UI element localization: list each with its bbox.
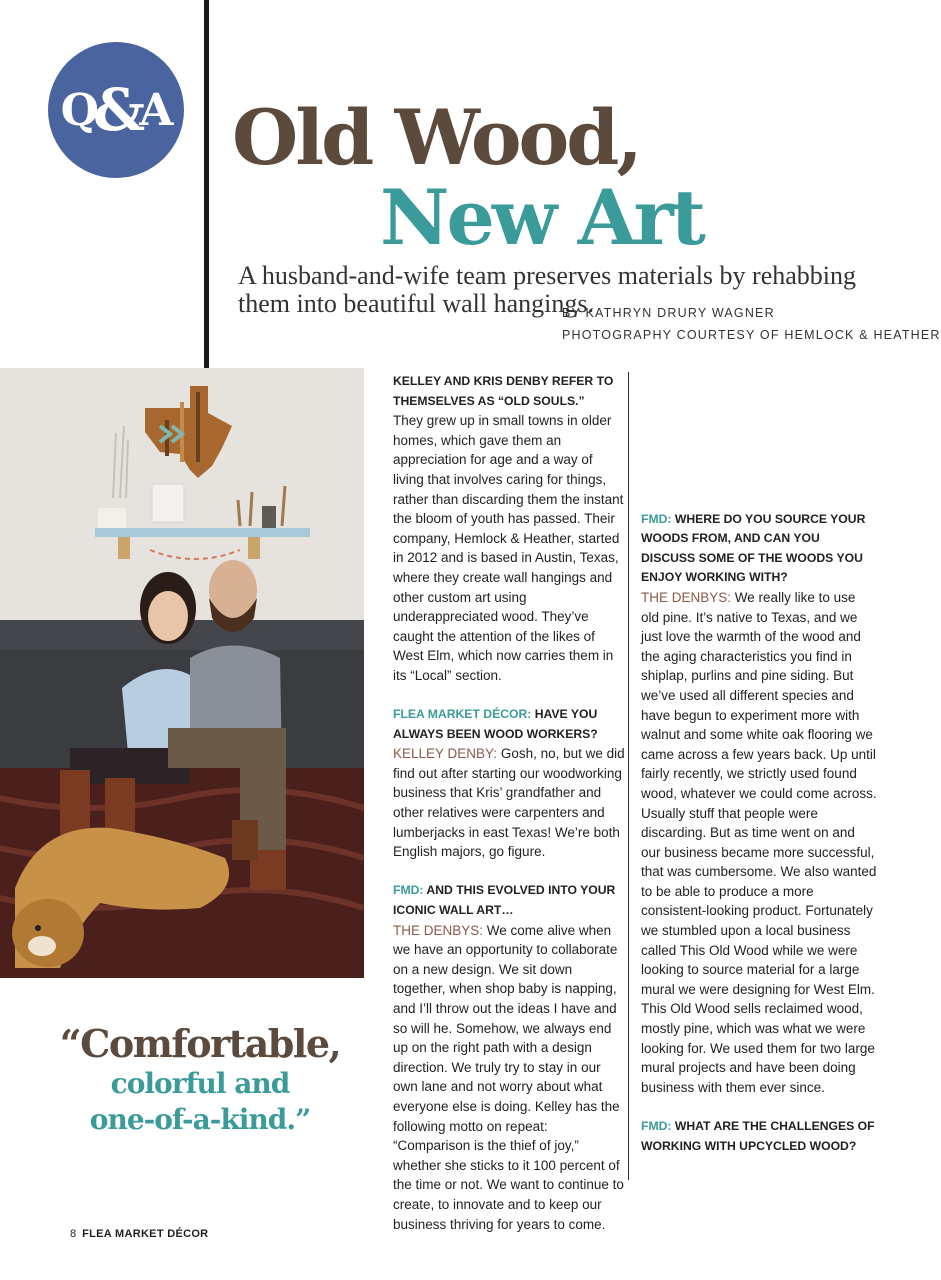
author-credit: BY KATHRYN DRURY WAGNER bbox=[562, 306, 775, 320]
question-2-text: AND THIS EVOLVED INTO YOUR ICONIC WALL ART… bbox=[393, 883, 616, 918]
answer-2 bbox=[393, 921, 625, 1235]
answer-1 bbox=[393, 744, 625, 862]
article-dek: A husband-and-wife team preserves materials by rehabbing them into beautiful wall hangings. bbox=[238, 261, 857, 318]
lead-in-caps: KELLEY AND KRIS DENBY REFER TO THEMSELVES AS “OLD SOULS.” bbox=[393, 374, 614, 408]
question-1-text: HAVE YOU ALWAYS BEEN WOOD WORKERS? bbox=[393, 707, 598, 741]
pull-quote-line-3: one-of-a-kind.” bbox=[89, 1103, 311, 1136]
answer-3-speaker: THE DENBYS: bbox=[641, 589, 732, 605]
body-column-1 bbox=[393, 372, 625, 1234]
question-3 bbox=[641, 510, 877, 588]
column-divider-line bbox=[628, 372, 629, 1180]
question-2-label: FMD: bbox=[393, 883, 424, 898]
couple-on-sofa-with-dog-photo bbox=[0, 368, 364, 978]
page-number: 8 bbox=[70, 1228, 77, 1240]
page-footer bbox=[70, 1228, 208, 1240]
answer-2-speaker: THE DENBYS: bbox=[393, 922, 484, 938]
answer-1-text: Gosh, no, but we did find out after starting our woodworking business that Kris’ grandfather and other relatives were carpenters and lumberjacks in east Texas! We’re both English majors, go figure. bbox=[393, 746, 625, 860]
headline-line-2: New Art bbox=[380, 173, 703, 262]
answer-2-text: We come alive when we have an opportunity to collaborate on a new design. We sit down together, when shop baby is napping, and I’ll throw out the ideas I have and so will he. Somehow, we always end up on the right path with a design direction. We truly try to stay in our own lane and not worry about what everyone else is doing. Kelley has the following motto on repeat: “Comparison is the thief of joy,” whether she sticks to it 100 percent of the time or not. We want to continue to create, to innovate and to keep our business thriving for years to come. bbox=[393, 922, 624, 1232]
answer-3 bbox=[641, 588, 877, 1097]
pull-quote-line-1: “Comfortable, bbox=[59, 1021, 341, 1066]
badge-q: Q bbox=[60, 84, 97, 136]
pull-quote bbox=[40, 1022, 360, 1138]
question-1 bbox=[393, 705, 625, 744]
header-divider-line bbox=[204, 0, 209, 368]
question-4-label: FMD: bbox=[641, 1119, 672, 1133]
magazine-name: FLEA MARKET DÉCOR bbox=[82, 1228, 209, 1240]
pull-quote-line-2: colorful and bbox=[110, 1067, 290, 1100]
badge-a: A bbox=[139, 84, 172, 136]
body-column-2 bbox=[641, 372, 877, 1156]
answer-1-speaker: KELLEY DENBY: bbox=[393, 746, 498, 762]
question-4-text: WHAT ARE THE CHALLENGES OF WORKING WITH UPCYCLED WOOD? bbox=[641, 1119, 875, 1153]
headline-line-1: Old Wood, bbox=[232, 93, 640, 182]
question-4 bbox=[641, 1117, 877, 1156]
question-2 bbox=[393, 881, 625, 920]
question-3-text: WHERE DO YOU SOURCE YOUR WOODS FROM, AND CAN YOU DISCUSS SOME OF THE WOODS YOU ENJOY WORKING WITH? bbox=[641, 511, 866, 585]
byline bbox=[562, 302, 941, 346]
question-1-label: FLEA MARKET DÉCOR: bbox=[393, 707, 532, 722]
intro-paragraph: They grew up in small towns in older homes, which gave them an appreciation for age and a way of living that involves caring for things, rather than discarding them the instant the bloom of youth has passed. Their company, Hemlock & Heather, started in 2012 and is based in Austin, Texas, where they create wall hangings and other custom art using underappreciated wood. They’ve caught the attention of the likes of West Elm, which now carries them in its “Local” section. bbox=[393, 413, 624, 683]
answer-3-text: We really like to use old pine. It’s native to Texas, and we just love the warmth of the wood and the aging characteristics you find in shiplap, purlins and pine siding. But we’ve used all different species and have begun to experiment more with walnut and some white oak flooring we came across a few years back. Up until fairly recently, we strictly used found wood, whatever we could come across. Usually stuff that people were discarding. But as time went on and our business became more successful, that was cumbersome. We also wanted to be able to produce a more consistent-looking product. Fortunately we stumbled upon a local business called This Old Wood while we were looking to source material for a large mural we were designing for West Elm. This Old Wood sells reclaimed wood, mostly pine, which was what we were looking for. We used them for two large mural projects and have been doing business with them ever since. bbox=[641, 589, 877, 1095]
photo-credit: PHOTOGRAPHY COURTESY OF HEMLOCK & HEATHER bbox=[562, 328, 941, 342]
question-3-label: FMD: bbox=[641, 511, 672, 526]
badge-ampersand: & bbox=[92, 76, 144, 144]
qa-badge bbox=[48, 42, 184, 178]
